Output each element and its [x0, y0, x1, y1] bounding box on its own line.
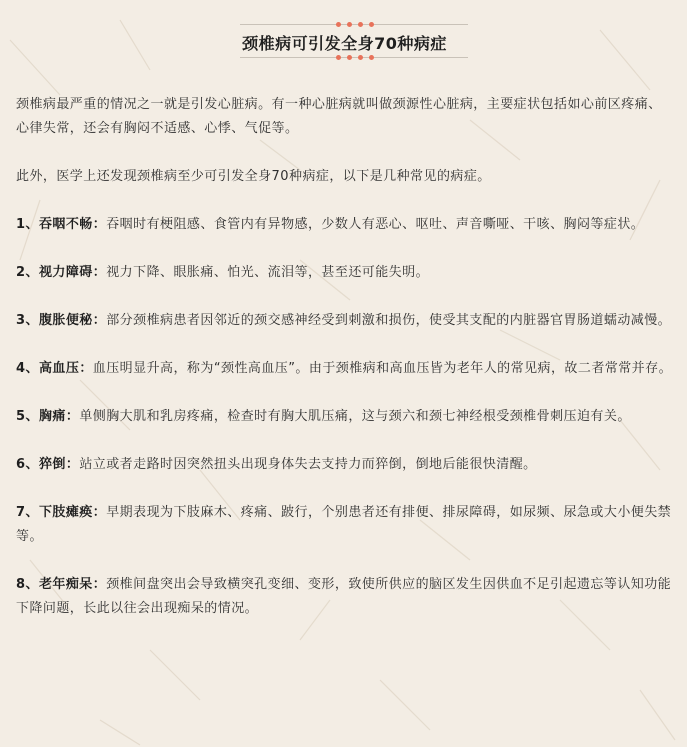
- item-num: 5、: [16, 409, 39, 424]
- item-desc: 吞咽时有梗阻感、食管内有异物感，少数人有恶心、呕吐、声音嘶哑、干咳、胸闷等症状。: [106, 217, 645, 232]
- intro-paragraph-2: 此外，医学上还发现颈椎病至少可引发全身70种病症，以下是几种常见的病症。: [16, 169, 491, 184]
- item-num: 4、: [16, 361, 39, 376]
- item-num: 1、: [16, 217, 39, 232]
- title-dots-bottom: [336, 55, 374, 60]
- item-num: 2、: [16, 265, 39, 280]
- item-name: 下肢瘫痪: [38, 505, 93, 520]
- intro-paragraph-1: 颈椎病最严重的情况之一就是引发心脏病。有一种心脏病就叫做颈源性心脏病，主要症状包括如心前区疼痛、心律失常，还会有胸闷不适感、心悸、气促等。: [16, 97, 662, 136]
- list-item: 8、老年痴呆：颈椎间盘突出会导致横突孔变细、变形，致使所供应的脑区发生因供血不足引起遗忘等认知功能下降问题，长此以往会出现痴呆的情况。: [16, 577, 672, 616]
- title-dots-top: [336, 22, 374, 27]
- list-item: 3、腹胀便秘：部分颈椎病患者因邻近的颈交感神经受到刺激和损伤，使受其支配的内脏器官胃肠道蠕动减慢。: [16, 313, 672, 328]
- list-item: 2、视力障碍：视力下降、眼胀痛、怕光、流泪等，甚至还可能失明。: [16, 265, 430, 280]
- item-name: 猝倒: [38, 457, 66, 472]
- item-name: 腹胀便秘: [38, 313, 93, 328]
- list-item: 5、胸痛：单侧胸大肌和乳房疼痛，检查时有胸大肌压痛，这与颈六和颈七神经根受颈椎骨刺压迫有关。: [16, 409, 631, 424]
- item-desc: 颈椎间盘突出会导致横突孔变细、变形，致使所供应的脑区发生因供血不足引起遗忘等认知功能下降问题，长此以往会出现痴呆的情况。: [16, 577, 672, 616]
- item-desc: 早期表现为下肢麻木、疼痛、跛行，个别患者还有排便、排尿障碍，如尿频、尿急或大小便失禁等。: [16, 505, 672, 544]
- item-name: 老年痴呆: [38, 577, 93, 592]
- item-num: 8、: [16, 577, 39, 592]
- list-item: 4、高血压：血压明显升高，称为“颈性高血压”。由于颈椎病和高血压皆为老年人的常见病，故二者常常并存。: [16, 361, 673, 376]
- item-name: 胸痛: [38, 409, 66, 424]
- item-desc: 部分颈椎病患者因邻近的颈交感神经受到刺激和损伤，使受其支配的内脏器官胃肠道蠕动减慢。: [106, 313, 672, 328]
- list-item: 1、吞咽不畅：吞咽时有梗阻感、食管内有异物感，少数人有恶心、呕吐、声音嘶哑、干咳、胸闷等症状。: [16, 217, 645, 232]
- list-item: 7、下肢瘫痪：早期表现为下肢麻木、疼痛、跛行，个别患者还有排便、排尿障碍，如尿频、尿急或大小便失禁等。: [16, 505, 672, 544]
- item-desc: 单侧胸大肌和乳房疼痛，检查时有胸大肌压痛，这与颈六和颈七神经根受颈椎骨刺压迫有关。: [79, 409, 631, 424]
- page-title: 颈椎病可引发全身70种病症: [242, 34, 447, 53]
- item-num: 3、: [16, 313, 39, 328]
- item-name: 视力障碍: [38, 265, 93, 280]
- item-name: 高血压: [38, 361, 80, 376]
- item-num: 7、: [16, 505, 39, 520]
- list-item: 6、猝倒：站立或者走路时因突然扭头出现身体失去支持力而猝倒，倒地后能很快清醒。: [16, 457, 537, 472]
- item-desc: 视力下降、眼胀痛、怕光、流泪等，甚至还可能失明。: [106, 265, 430, 280]
- title-block: [16, 0, 673, 74]
- item-num: 6、: [16, 457, 39, 472]
- item-desc: 血压明显升高，称为“颈性高血压”。由于颈椎病和高血压皆为老年人的常见病，故二者常常并存。: [92, 361, 673, 376]
- item-name: 吞咽不畅: [38, 217, 93, 232]
- item-desc: 站立或者走路时因突然扭头出现身体失去支持力而猝倒，倒地后能很快清醒。: [79, 457, 537, 472]
